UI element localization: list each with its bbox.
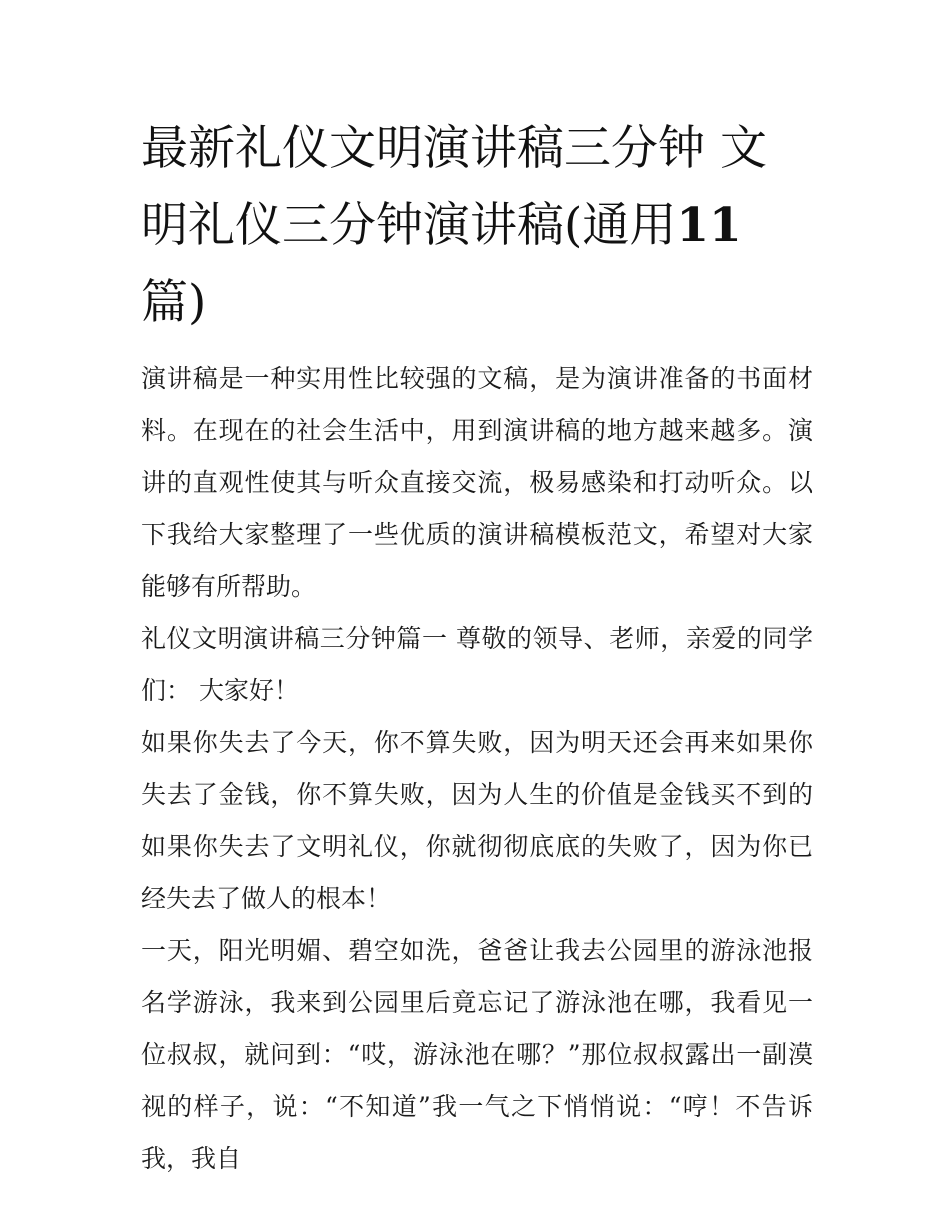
title-main: 最新礼仪文明演讲稿三分钟 文明礼仪三分钟演讲稿(通用 — [141, 121, 767, 253]
title-number: 11 — [676, 198, 742, 253]
document-title — [141, 110, 813, 341]
document-body — [141, 353, 813, 1185]
document-page — [141, 110, 813, 1185]
paragraph-story: 一天，阳光明媚、碧空如洗，爸爸让我去公园里的游泳池报名学游泳，我来到公园里后竟忘记了游泳池在哪，我看见一位叔叔，就问到：“哎，游泳池在哪？”那位叔叔露出一副漠视的样子，说：“不知道”我一气之下悄悄说：“哼！不告诉我，我自 — [141, 936, 813, 1173]
paragraph-loss: 如果你失去了今天，你不算失败，因为明天还会再来如果你失去了金钱，你不算失败，因为人生的价值是金钱买不到的如果你失去了文明礼仪，你就彻彻底底的失败了，因为你已经失去了做人的根本！ — [141, 728, 813, 913]
title-end: 篇) — [141, 275, 207, 330]
paragraph-intro: 演讲稿是一种实用性比较强的文稿，是为演讲准备的书面材料。在现在的社会生活中，用到演讲稿的地方越来越多。演讲的直观性使其与听众直接交流，极易感染和打动听众。以下我给大家整理了一些优质的演讲稿模板范文，希望对大家能够有所帮助。 — [141, 364, 813, 601]
paragraph-greeting: 礼仪文明演讲稿三分钟篇一 尊敬的领导、老师，亲爱的同学们： 大家好！ — [141, 624, 813, 705]
